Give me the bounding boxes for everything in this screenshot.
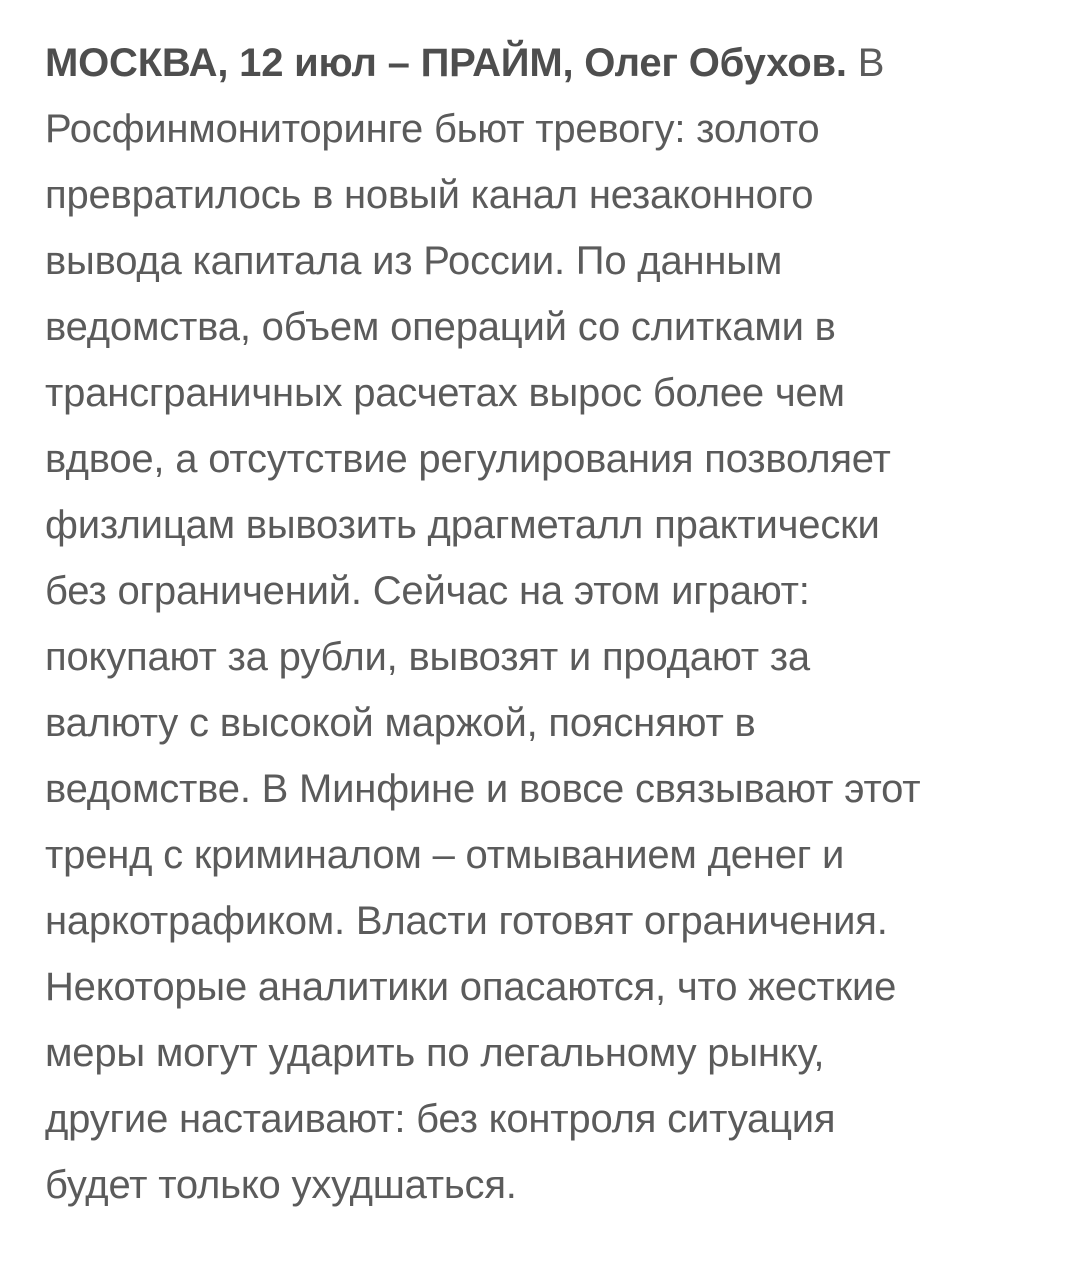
- article-line: другие настаивают: без контроля ситуация: [45, 1097, 836, 1141]
- article-line: покупают за рубли, вывозят и продают за: [45, 635, 810, 679]
- article-line: Некоторые аналитики опасаются, что жесткие: [45, 965, 897, 1009]
- article-line: наркотрафиком. Власти готовят ограничения.: [45, 899, 888, 943]
- article-line: вдвое, а отсутствие регулирования позволяет: [45, 437, 891, 481]
- article-line: трансграничных расчетах вырос более чем: [45, 371, 845, 415]
- article-line: [45, 30, 1035, 96]
- article-line: будет только ухудшаться.: [45, 1163, 517, 1207]
- article-line: тренд с криминалом – отмыванием денег и: [45, 833, 845, 877]
- article-line: превратилось в новый канал незаконного: [45, 173, 814, 217]
- article-line: вывода капитала из России. По данным: [45, 239, 783, 283]
- news-article: [45, 30, 1035, 1218]
- article-dateline: МОСКВА, 12 июл – ПРАЙМ, Олег Обухов.: [45, 41, 847, 85]
- article-line: ведомстве. В Минфине и вовсе связывают этот: [45, 767, 921, 811]
- article-line: без ограничений. Сейчас на этом играют:: [45, 569, 810, 613]
- article-text-start: В: [846, 41, 885, 85]
- article-line: физлицам вывозить драгметалл практически: [45, 503, 880, 547]
- article-line: ведомства, объем операций со слитками в: [45, 305, 836, 349]
- article-line: Росфинмониторинге бьют тревогу: золото: [45, 107, 820, 151]
- article-line: валюту с высокой маржой, поясняют в: [45, 701, 756, 745]
- article-line: меры могут ударить по легальному рынку,: [45, 1031, 825, 1075]
